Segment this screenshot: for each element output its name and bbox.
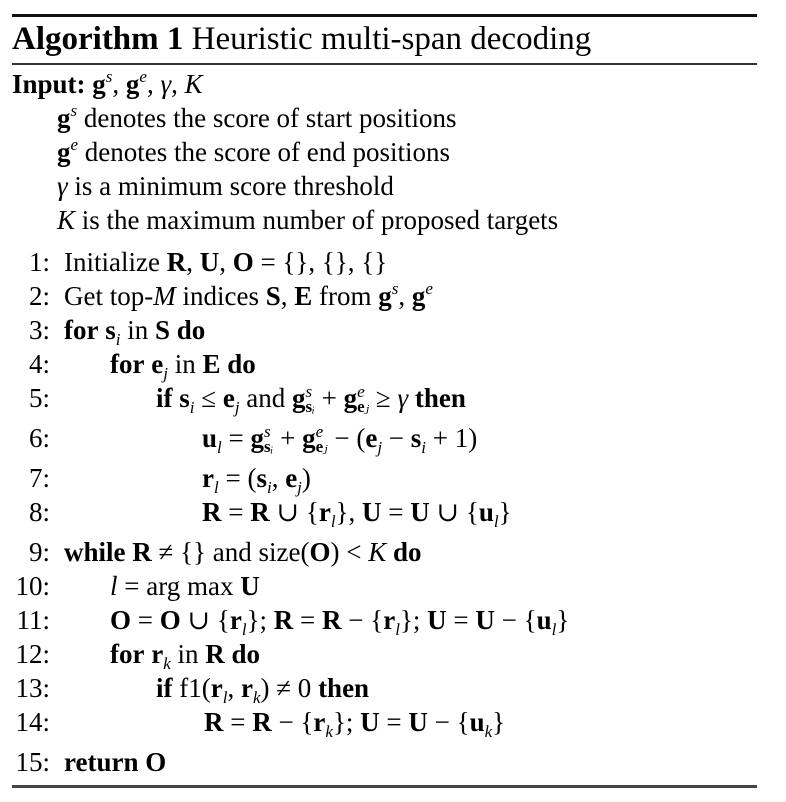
- step-8: R = R ∪ $\{r_l\}$, U = U ∪ $\{u_l\}$: [202, 497, 512, 531]
- kw-in: in: [177, 639, 199, 669]
- step-14: $R = R - \{r_k\}$; $U = U - \{u_k\}$: [204, 707, 506, 741]
- step-13: if $f1(r_l$, $r_k) \ne 0$ then: [156, 673, 370, 707]
- desc-text: denotes the score of start positions: [83, 103, 457, 133]
- kw-for: for: [64, 315, 99, 345]
- step-2: Get top-M indices S, E from $g^s$, $g^e$: [64, 279, 433, 311]
- line-number: 8:: [28, 497, 50, 527]
- desc-text: is the maximum number of proposed targets: [81, 205, 559, 235]
- algorithm-title: Heuristic multi-span decoding: [191, 21, 592, 57]
- step-9: while R ≠ {} and size(O) < K do: [64, 537, 422, 567]
- line-number: 4:: [28, 349, 50, 379]
- line-number: 9:: [28, 537, 50, 567]
- line-number: 2:: [28, 281, 50, 311]
- kw-initialize: Initialize: [64, 247, 160, 277]
- step-6: $u_l = g$ s sᵢ + g e eⱼ − $(e_j - s_i + 1)$: [202, 421, 478, 457]
- line-number: 3:: [28, 315, 50, 345]
- desc-text: denotes the score of end positions: [84, 137, 450, 167]
- kw-then: then: [414, 383, 466, 413]
- kw-if: if: [156, 673, 173, 703]
- step-10: l = arg max U: [110, 571, 260, 601]
- caption-rule: [12, 63, 757, 65]
- kw-in: in: [174, 349, 196, 379]
- step-4: for $e_j$ in E do: [110, 349, 256, 383]
- desc-text: is a minimum score threshold: [74, 171, 394, 201]
- kw-and: and: [246, 383, 286, 413]
- kw-do: do: [176, 315, 206, 345]
- line-number: 10:: [15, 571, 50, 601]
- kw-get-top: Get top-: [64, 281, 154, 311]
- input-desc-gs: $g^s$ denotes the score of start positions: [57, 101, 457, 133]
- step-5: if $s_i \le e_j$ and g s sᵢ + g e eⱼ ≥ γ then: [156, 381, 466, 417]
- line-number: 5:: [28, 383, 50, 413]
- kw-and: and: [212, 537, 252, 567]
- algorithm-caption: [12, 20, 591, 58]
- kw-if: if: [156, 383, 173, 413]
- input-line: Input: $g^s$, $g^e$, γ, K: [12, 67, 203, 99]
- line-number: 6:: [28, 423, 50, 453]
- step-12: for $r_k$ in R do: [110, 639, 261, 673]
- step-3: for $s_i$ in S do: [64, 315, 206, 349]
- kw-size: size: [258, 537, 301, 567]
- kw-f1: f1: [179, 673, 202, 703]
- kw-do: do: [227, 349, 256, 379]
- line-number: 12:: [15, 639, 50, 669]
- bottom-rule: [12, 785, 757, 788]
- line-number: 1:: [28, 247, 50, 277]
- input-label: Input:: [12, 69, 86, 99]
- line-number: 11:: [16, 605, 50, 635]
- top-rule: [12, 14, 757, 17]
- step-7: $r_l = (s_i$, $e_j$): [202, 463, 311, 497]
- input-desc-k: K is the maximum number of proposed targets: [57, 205, 559, 235]
- step-1: Initialize R, U, O = {}, {}, {}: [64, 247, 388, 277]
- kw-for: for: [110, 639, 145, 669]
- line-number: 13:: [15, 673, 50, 703]
- input-desc-gamma: γ is a minimum score threshold: [57, 171, 394, 201]
- kw-while: while: [64, 537, 126, 567]
- kw-argmax: arg max: [146, 571, 234, 601]
- step-15: return O: [64, 747, 167, 777]
- kw-return: return: [64, 747, 139, 777]
- algorithm-label: Algorithm 1: [12, 21, 184, 57]
- line-number: 15:: [15, 747, 50, 777]
- input-desc-ge: $g^e$ denotes the score of end positions: [57, 135, 450, 167]
- kw-do: do: [231, 639, 261, 669]
- line-number: 14:: [15, 707, 50, 737]
- kw-do: do: [392, 537, 422, 567]
- kw-in: in: [127, 315, 149, 345]
- line-number: 7:: [28, 463, 50, 493]
- step-11: O = O ∪ $\{r_l\}$; $R = R - \{r_l\}$; $U = U - \{u_l\}$: [110, 605, 570, 639]
- kw-from: from: [319, 281, 372, 311]
- kw-for: for: [110, 349, 145, 379]
- kw-then: then: [318, 673, 370, 703]
- kw-indices: indices: [182, 281, 259, 311]
